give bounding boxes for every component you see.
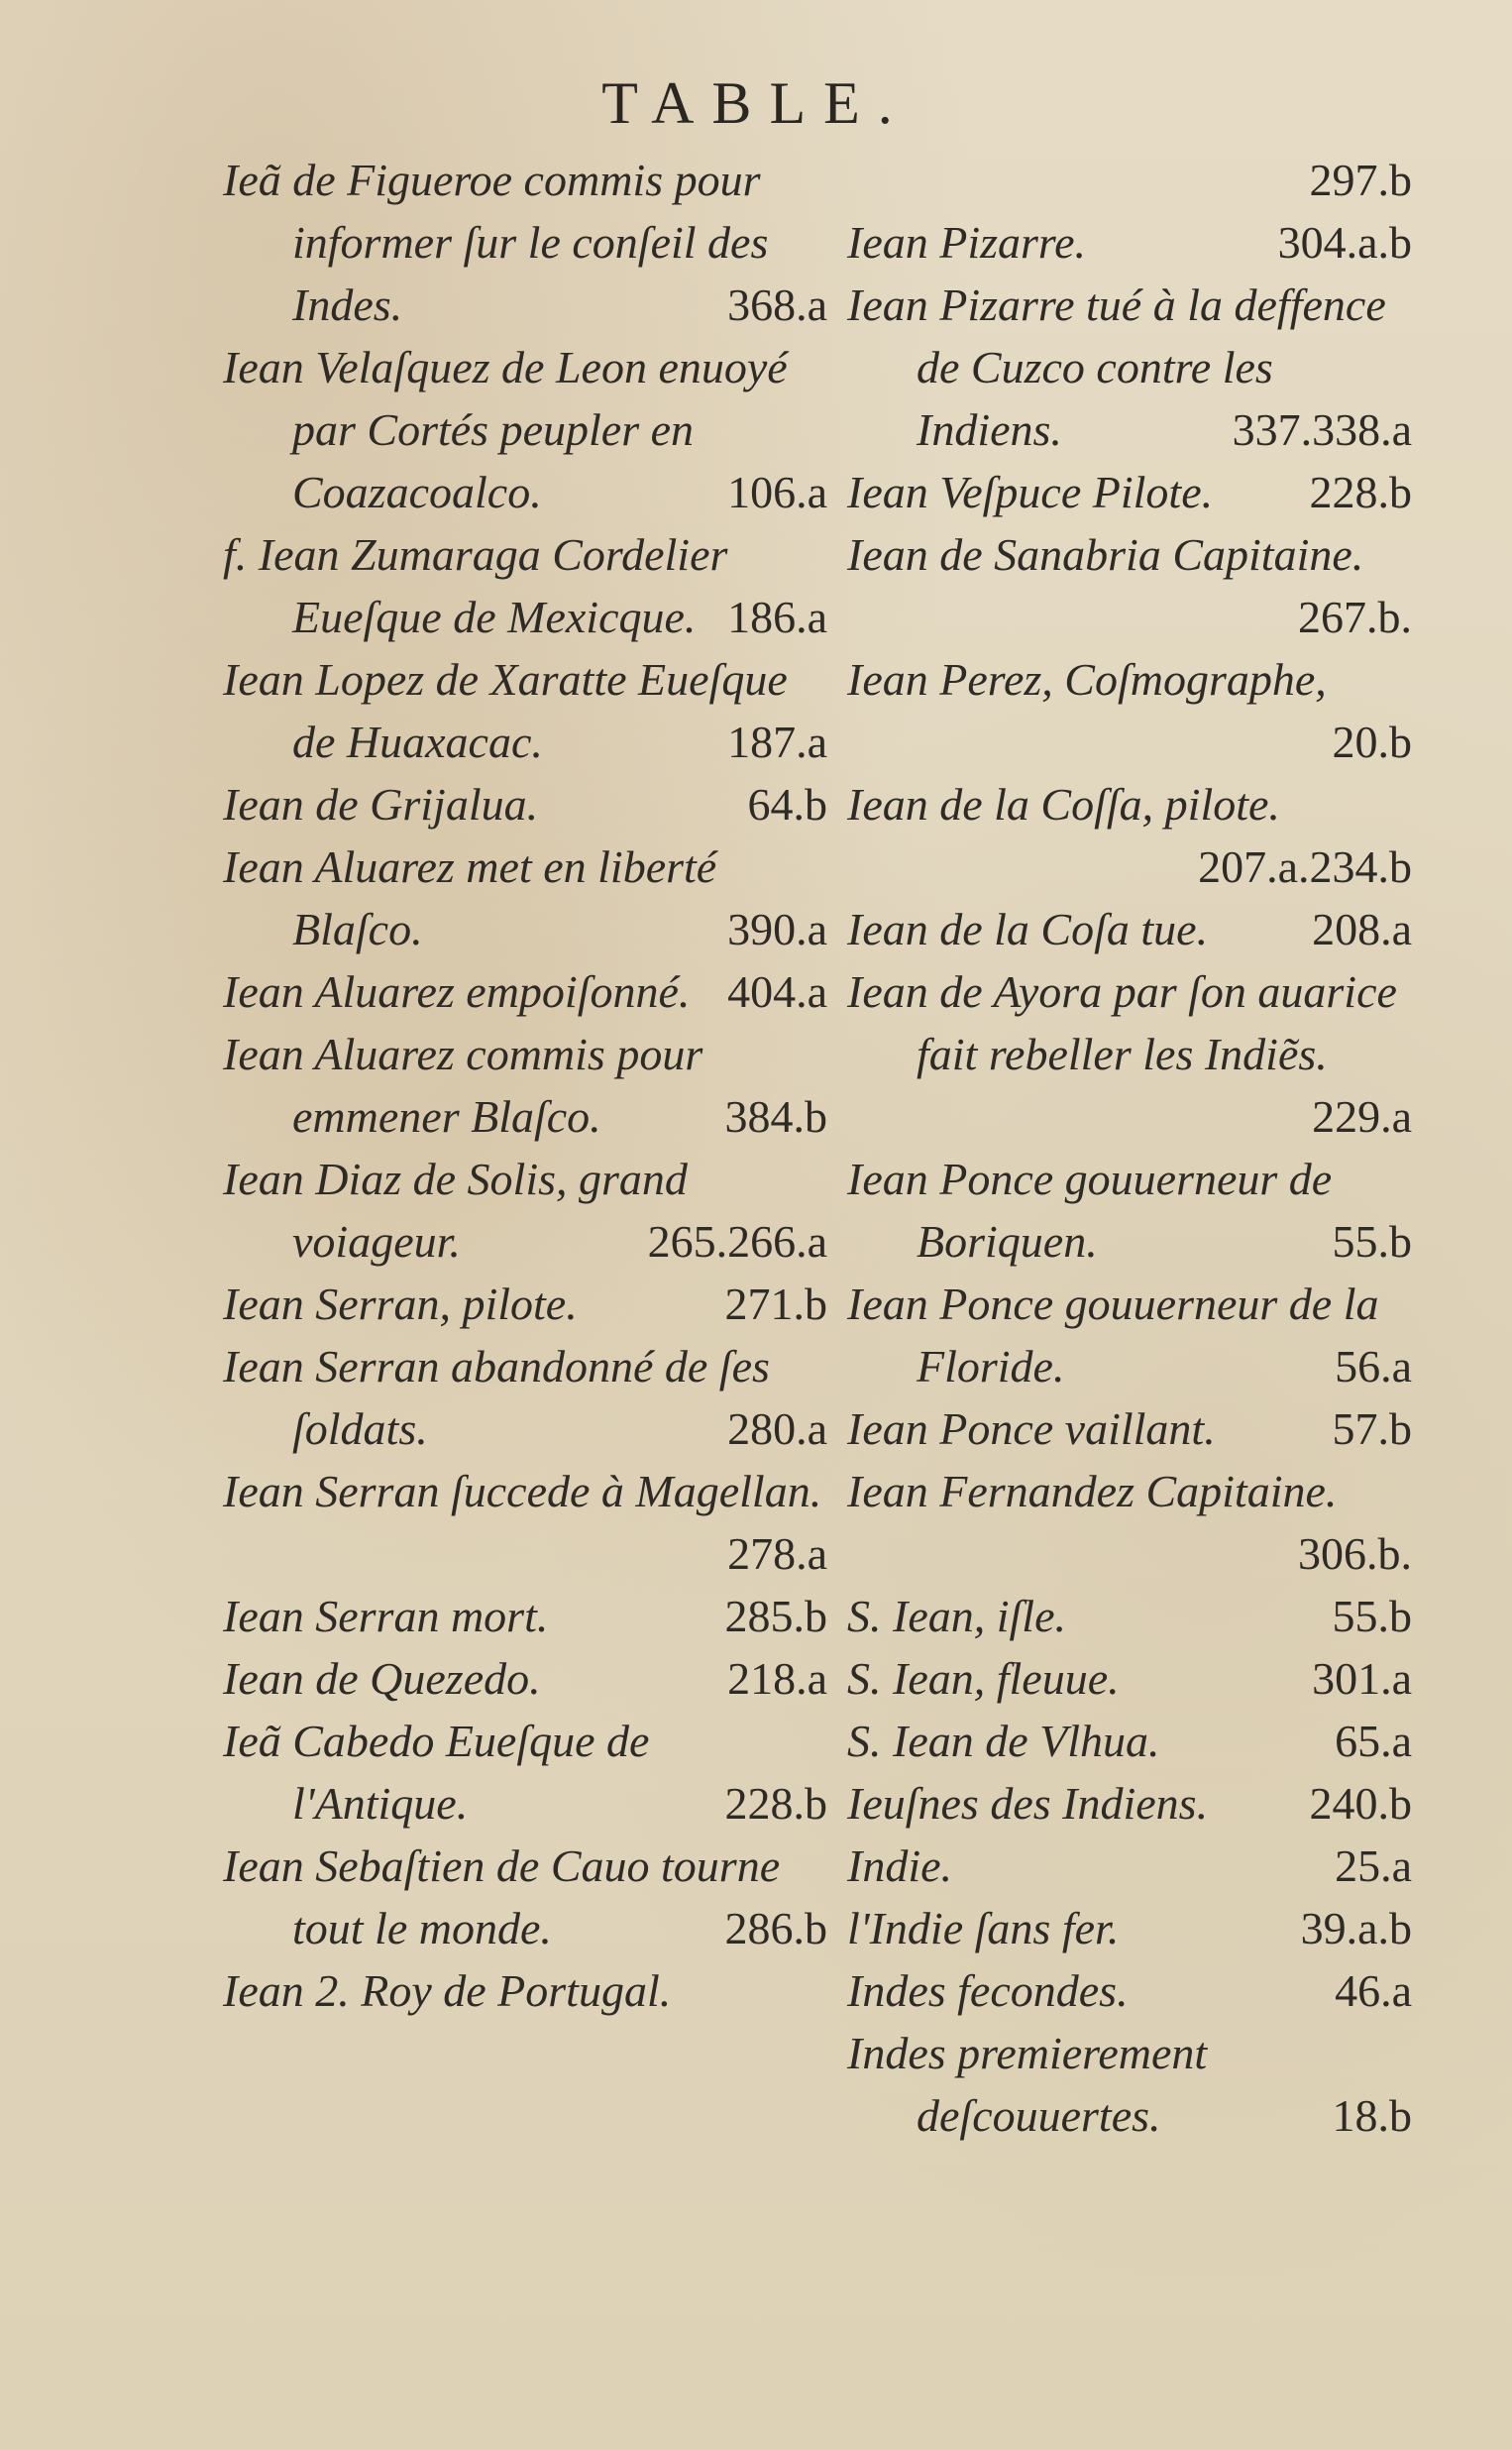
index-entry (847, 1273, 1412, 1397)
entry-page-reference: 56.a (1335, 1341, 1412, 1391)
entry-page-reference: 39.a.b (1300, 1903, 1412, 1953)
index-entry (847, 898, 1412, 960)
entry-text: l'Indie ſans fer. (847, 1903, 1120, 1953)
entry-text: S. Iean de Vlhua. (847, 1716, 1160, 1766)
entry-page-reference: 208.a (1312, 904, 1412, 954)
index-column-right (847, 149, 1412, 2147)
index-entry (847, 960, 1412, 1148)
index-column-left (223, 149, 827, 2022)
entry-text: Ieuſnes des Indiens. (847, 1778, 1209, 1829)
entry-text: Iean de Quezedo. (223, 1653, 541, 1704)
entry-text: Iean Pizarre tué à la deffence de Cuzco contre les Indiens. (847, 279, 1386, 455)
index-entry (223, 1023, 827, 1148)
entry-text: Indes premierement deſcouuertes. (847, 2028, 1208, 2141)
index-entry (223, 1710, 827, 1835)
index-entry (223, 1835, 827, 1959)
entry-text: Indie. (847, 1840, 953, 1891)
index-entry (847, 211, 1412, 274)
entry-text: Iean Lopez de Xaratte Eueſque de Huaxacac. (223, 654, 788, 767)
entry-text: Iean Ponce gouuerneur de la Floride. (847, 1279, 1379, 1391)
index-entry (847, 523, 1412, 648)
entry-page-reference: 271.b (724, 1279, 827, 1329)
entry-page-reference: 297.b (1309, 155, 1412, 205)
entry-page-reference: 304.a.b (1277, 217, 1412, 268)
index-entry (847, 1959, 1412, 2022)
entry-page-reference: 46.a (1335, 1965, 1412, 2016)
entry-page-reference: 55.b (1332, 1591, 1412, 1641)
entry-text: Iean 2. Roy de Portugal. (223, 1965, 672, 2016)
entry-page-reference: 337.338.a (1232, 404, 1412, 455)
entry-text: Iean de la Coſa tue. (847, 904, 1209, 954)
entry-page-reference: 404.a (727, 966, 827, 1017)
entry-text: Iean Velaſquez de Leon enuoyé par Cortés peupler en Coazacoalco. (223, 342, 788, 517)
index-entry (223, 1460, 827, 1585)
index-entry (223, 1585, 827, 1647)
entry-page-reference: 20.b (1332, 717, 1412, 767)
index-entry (847, 1397, 1412, 1460)
page-title: TABLE. (601, 70, 911, 136)
entry-text: S. Iean, iſle. (847, 1591, 1066, 1641)
index-entry (847, 461, 1412, 523)
entry-page-reference: 207.a.234.b (1198, 841, 1412, 892)
entry-text: Iean de Sanabria Capitaine. (847, 529, 1364, 580)
index-entry (847, 1647, 1412, 1710)
entry-text: Iean de Grijalua. (223, 779, 539, 830)
index-entry (847, 2022, 1412, 2147)
entry-page-reference: 285.b (724, 1591, 827, 1641)
entry-text: Iean Serran, pilote. (223, 1279, 578, 1329)
entry-text: Iean Diaz de Solis, grand voiageur. (223, 1154, 688, 1267)
index-entry (847, 1835, 1412, 1897)
index-entry (847, 773, 1412, 898)
entry-page-reference: 301.a (1312, 1653, 1412, 1704)
entry-text: f. Iean Zumaraga Cordelier Eueſque de Mexicque. (223, 529, 728, 642)
index-entry (223, 1273, 827, 1335)
entry-page-reference: 384.b (724, 1091, 827, 1142)
index-entry (847, 149, 1412, 211)
index-entry (223, 1959, 827, 2022)
index-entry (847, 274, 1412, 461)
entry-page-reference: 18.b (1332, 2090, 1412, 2141)
entry-text: Iean Pizarre. (847, 217, 1087, 268)
entry-page-reference: 265.266.a (647, 1216, 827, 1267)
entry-page-reference: 106.a (727, 467, 827, 517)
entry-page-reference: 240.b (1309, 1778, 1412, 1829)
index-entry (223, 773, 827, 835)
entry-page-reference: 65.a (1335, 1716, 1412, 1766)
entry-page-reference: 286.b (724, 1903, 827, 1953)
index-entry (223, 960, 827, 1023)
entry-page-reference: 280.a (727, 1403, 827, 1454)
index-entry (847, 1585, 1412, 1647)
entry-page-reference: 228.b (724, 1778, 827, 1829)
entry-text: S. Iean, fleuue. (847, 1653, 1120, 1704)
index-entry (223, 149, 827, 336)
entry-page-reference: 228.b (1309, 467, 1412, 517)
index-entry (847, 648, 1412, 773)
entry-page-reference: 57.b (1332, 1403, 1412, 1454)
entry-page-reference: 25.a (1335, 1840, 1412, 1891)
entry-text: Iean Aluarez empoiſonné. (223, 966, 691, 1017)
index-entry (847, 1148, 1412, 1273)
index-entry (223, 835, 827, 960)
entry-page-reference: 267.b. (1298, 592, 1412, 642)
index-entry (223, 336, 827, 523)
index-entry (847, 1897, 1412, 1959)
entry-text: Iean Aluarez commis pour emmener Blaſco. (223, 1029, 703, 1142)
index-entry (847, 1710, 1412, 1772)
index-entry (847, 1460, 1412, 1585)
entry-page-reference: 64.b (747, 779, 827, 830)
entry-text: Iean Perez, Coſmographe, (847, 654, 1327, 705)
entry-text: Indes fecondes. (847, 1965, 1129, 2016)
entry-text: Ieã de Figueroe commis pour informer ſur le conſeil des Indes. (223, 155, 769, 330)
index-entry (223, 523, 827, 648)
entry-page-reference: 368.a (727, 279, 827, 330)
entry-text: Iean de la Coſſa, pilote. (847, 779, 1280, 830)
index-entry (847, 1772, 1412, 1835)
entry-text: Iean Aluarez met en liberté Blaſco. (223, 841, 717, 954)
entry-text: Iean Ponce vaillant. (847, 1403, 1216, 1454)
entry-page-reference: 218.a (727, 1653, 827, 1704)
entry-page-reference: 187.a (727, 717, 827, 767)
entry-page-reference: 390.a (727, 904, 827, 954)
entry-page-reference: 186.a (727, 592, 827, 642)
entry-text: Iean Serran abandonné de ſes ſoldats. (223, 1341, 770, 1454)
index-entry (223, 1148, 827, 1273)
entry-text: Iean Sebaſtien de Cauo tourne tout le monde. (223, 1840, 781, 1953)
entry-text: Iean Fernandez Capitaine. (847, 1466, 1338, 1516)
entry-text: Iean Ponce gouuerneur de Boriquen. (847, 1154, 1333, 1267)
entry-page-reference: 278.a (727, 1528, 827, 1579)
entry-text: Iean Veſpuce Pilote. (847, 467, 1214, 517)
entry-page-reference: 306.b. (1298, 1528, 1412, 1579)
index-entry (223, 1647, 827, 1710)
index-entry (223, 648, 827, 773)
index-entry (223, 1335, 827, 1460)
entry-text: Ieã Cabedo Eueſque de l'Antique. (223, 1716, 650, 1829)
entry-page-reference: 229.a (1312, 1091, 1412, 1142)
entry-text: Iean de Ayora par ſon auarice fait rebeller les Indiẽs. (847, 966, 1397, 1079)
entry-text: Iean Serran ſuccede à Magellan. (223, 1466, 822, 1516)
entry-text: Iean Serran mort. (223, 1591, 549, 1641)
entry-page-reference: 55.b (1332, 1216, 1412, 1267)
